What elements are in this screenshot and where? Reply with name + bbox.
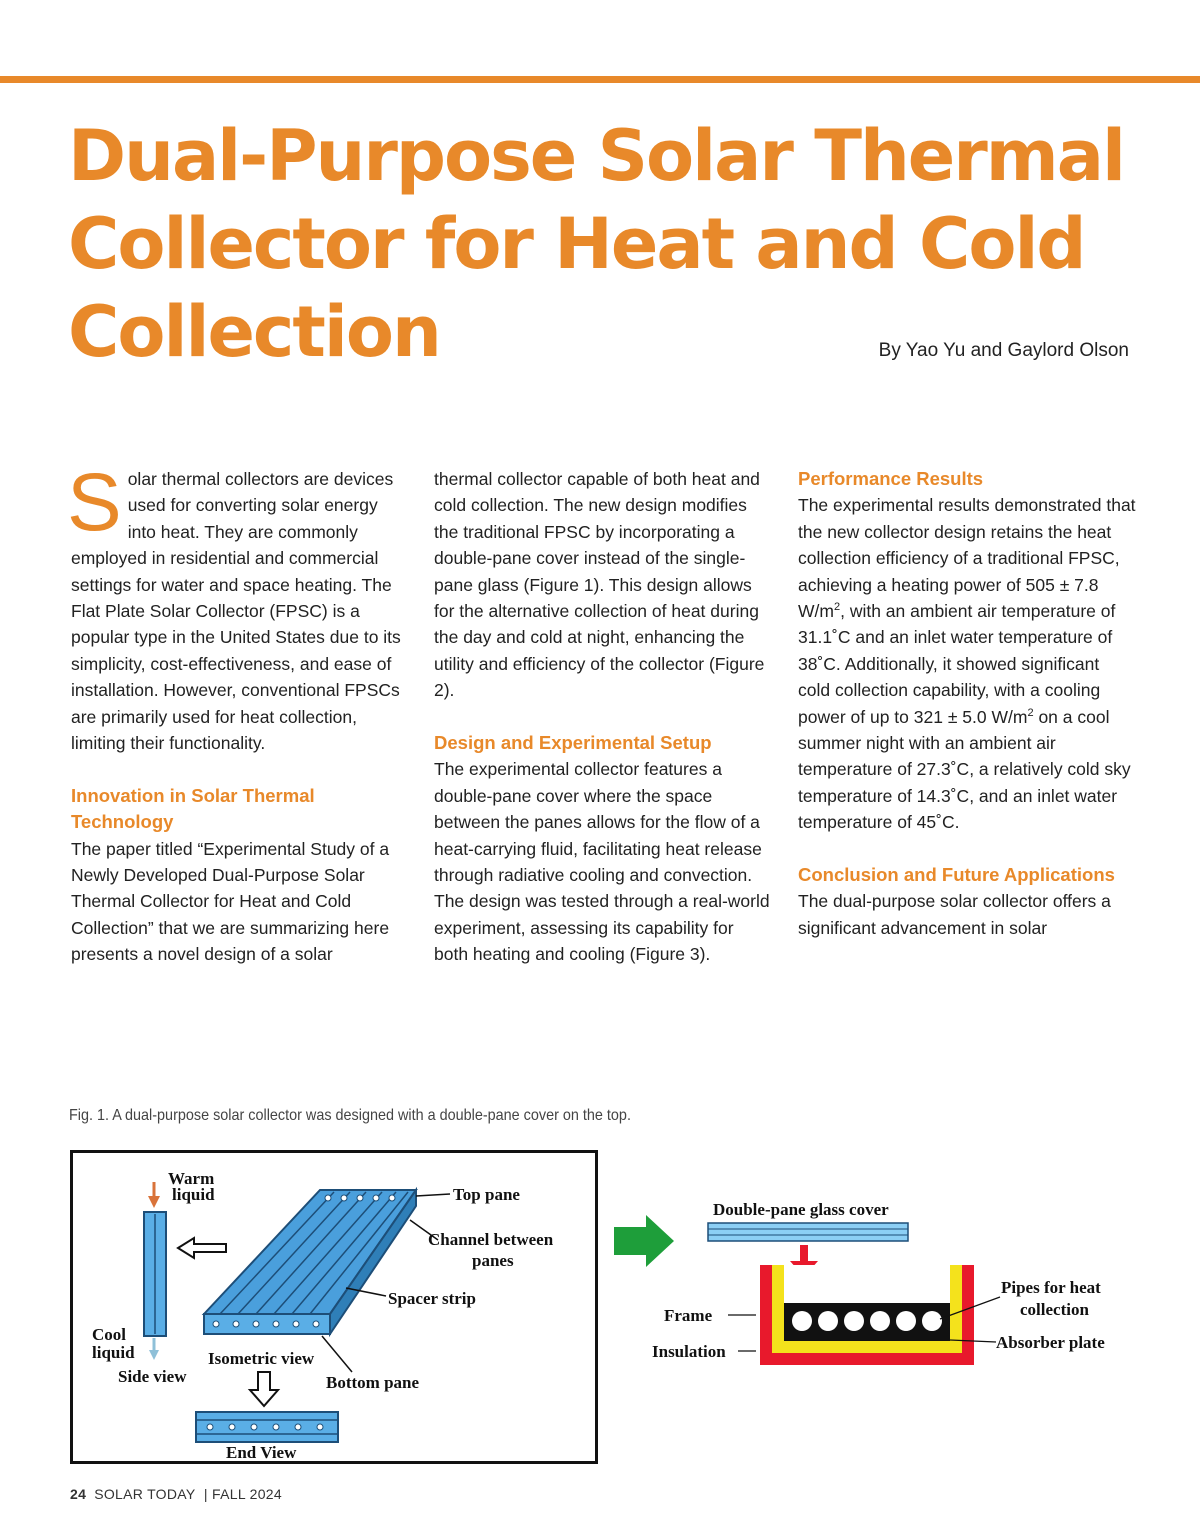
byline: By Yao Yu and Gaylord Olson <box>878 340 1129 361</box>
page-number: 24 <box>70 1486 87 1502</box>
paragraph-conclusion: The dual-purpose solar collector offers a significant advancement in solar <box>798 891 1111 938</box>
label-liquid-cool: liquid <box>92 1343 135 1362</box>
red-arrow-shaft <box>800 1245 808 1263</box>
heading-design: Design and Experimental Setup <box>434 732 712 754</box>
figure-panel-schematic <box>70 1150 598 1464</box>
label-spacer-strip: Spacer strip <box>388 1289 476 1308</box>
label-pipes-2: collection <box>1020 1300 1089 1319</box>
intro-text: olar thermal collectors are devices used for converting solar energy into heat. They are commonly employed in residential and commercial settings for water and space heating. The Flat Plate Solar Collector (FPSC) is a popular type in the United States due to its simplicity, cost-effectiveness, and ease of installation. However, conventional FPSCs are primarily used for heat collection, limiting their functionality. <box>71 469 401 754</box>
label-pipes-1: Pipes for heat <box>1001 1278 1101 1297</box>
label-double-pane-cover: Double-pane glass cover <box>713 1200 889 1219</box>
end-view-panel <box>196 1412 338 1442</box>
label-isometric-view: Isometric view <box>208 1349 315 1368</box>
label-liquid-warm: liquid <box>172 1185 215 1204</box>
paragraph-innovation-b: thermal collector capable of both heat and cold collection. The new design modifies the traditional FPSC by incorporating a double-pane cover instead of the single-pane glass (Figure 1). This design allows for the alternative collection of heat during the day and cold at night, enhancing the utility and efficiency of the collector (Figure 2). <box>434 469 765 701</box>
figure-caption: Fig. 1. A dual-purpose solar collector was designed with a double-pane cover on the top. <box>69 1107 631 1124</box>
label-top-pane: Top pane <box>453 1185 520 1204</box>
label-channel-2: panes <box>472 1251 514 1270</box>
double-pane-cover <box>708 1223 908 1241</box>
label-warm: Warm <box>168 1169 215 1188</box>
figure-cross-section <box>610 1185 1130 1385</box>
top-rule <box>0 76 1200 83</box>
label-channel-1: Channel between <box>428 1230 554 1249</box>
paragraph-results: The experimental results demonstrated that the new collector design retains the heat collection efficiency of a traditional FPSC, achieving a heating power of 505 ± 7.8 $W/m^2$, with an ambient air temperature of 31.1˚C and an inlet water temperature of 38˚C. Additionally, it showed significant cold collection capability, with a cooling power of up to 321 ± 5.0 $W/m^2$ on a cool summer night with an ambient air temperature of 27.3˚C, a relatively cold sky temperature of 14.3˚C, and an inlet water temperature of 45˚C. <box>798 495 1136 833</box>
issue-date: | FALL 2024 <box>203 1486 282 1502</box>
green-arrow <box>614 1215 674 1267</box>
article-title: Dual-Purpose Solar Thermal Collector for Heat and Cold Collection <box>68 115 1124 373</box>
label-frame: Frame <box>664 1306 713 1325</box>
label-cool: Cool <box>92 1325 126 1344</box>
heading-results: Performance Results <box>798 468 984 489</box>
page-footer <box>70 1486 282 1502</box>
collector-box <box>760 1265 974 1365</box>
label-absorber-plate: Absorber plate <box>996 1333 1105 1352</box>
column-3 <box>798 466 1136 941</box>
label-insulation: Insulation <box>652 1342 726 1361</box>
label-bottom-pane: Bottom pane <box>326 1373 420 1392</box>
column-1 <box>67 457 407 968</box>
intro-paragraph <box>67 457 407 756</box>
label-end-view: End View <box>226 1443 297 1462</box>
paragraph-innovation-a: The paper titled “Experimental Study of a Newly Developed Dual-Purpose Solar Thermal Collector for Heat and Cold Collection” that we are summarizing here presents a novel design of a solar <box>71 838 390 965</box>
paragraph-design: The experimental collector features a double-pane cover where the space between the panes allows for the flow of a heat-carrying fluid, facilitating heat release through radiative cooling and convection. The design was tested through a real-world experiment, assessing its capability for both heating and cooling (Figure 3). <box>434 759 770 965</box>
dropcap: S <box>67 457 122 548</box>
publication-name: SOLAR TODAY <box>94 1486 196 1502</box>
column-2 <box>434 466 772 968</box>
heading-innovation: Innovation in Solar Thermal Technology <box>71 784 315 833</box>
label-side-view: Side view <box>118 1367 187 1386</box>
heading-conclusion: Conclusion and Future Applications <box>798 864 1115 886</box>
